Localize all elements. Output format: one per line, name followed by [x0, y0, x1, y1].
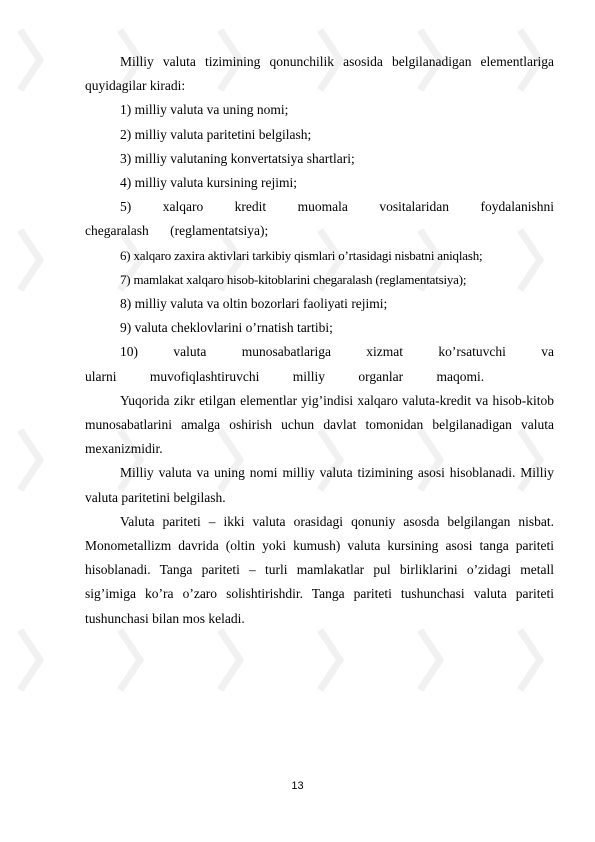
list-item: 1) milliy valuta va uning nomi;	[120, 102, 289, 118]
list-item: 6) xalqaro zaxira aktivlari tarkibiy qismlari o’rtasidagi nisbatni aniqlash;	[120, 247, 483, 263]
list-item: 10) valuta munosabatlariga xizmat ko’rsatuvchi va ularni muvofiqlashtiruvchi milliy organlar maqomi.	[85, 344, 554, 384]
list-item: 8) milliy valuta va oltin bozorlari faoliyati rejimi;	[120, 296, 388, 312]
paragraph: Yuqorida zikr etilgan elementlar yig’indisi xalqaro valuta-kredit va hisob-kitob munosabatlarini amalga oshirish uchun davlat tomonidan belgilanadigan valuta mexanizmidir.	[85, 392, 554, 457]
page-number: 13	[291, 780, 304, 792]
document-body	[85, 50, 554, 631]
paragraph: Milliy valuta va uning nomi milliy valuta tizimining asosi hisoblanadi. Milliy valuta paritetini belgilash.	[85, 465, 554, 505]
paragraph: Valuta pariteti – ikki valuta orasidagi qonuniy asosda belgilangan nisbat. Monometallizm davrida (oltin yoki kumush) valuta kursining asosi tanga pariteti hisoblanadi. Tanga pariteti – turli mamlakatlar pul birliklarini o’zidagi metall sig’imiga ko’ra o’zaro solishtirishdir. Tanga pariteti tushunchasi valuta pariteti tushunchasi bilan mos keladi.	[85, 513, 554, 626]
list-item: 2) milliy valuta paritetini belgilash;	[120, 126, 312, 142]
paragraph: Milliy valuta tizimining qonunchilik asosida belgilanadigan elementlariga quyidagilar kiradi:	[85, 54, 554, 94]
list-item: 5) xalqaro kredit muomala vositalaridan foydalanishni chegaralash (reglamentatsiya);	[85, 199, 554, 239]
list-item: 3) milliy valutaning konvertatsiya shartlari;	[120, 150, 355, 166]
list-item: 7) mamlakat xalqaro hisob-kitoblarini chegaralash (reglamentatsiya);	[120, 271, 467, 287]
list-item: 9) valuta cheklovlarini o’rnatish tartibi;	[120, 320, 333, 336]
list-item: 4) milliy valuta kursining rejimi;	[120, 175, 297, 191]
